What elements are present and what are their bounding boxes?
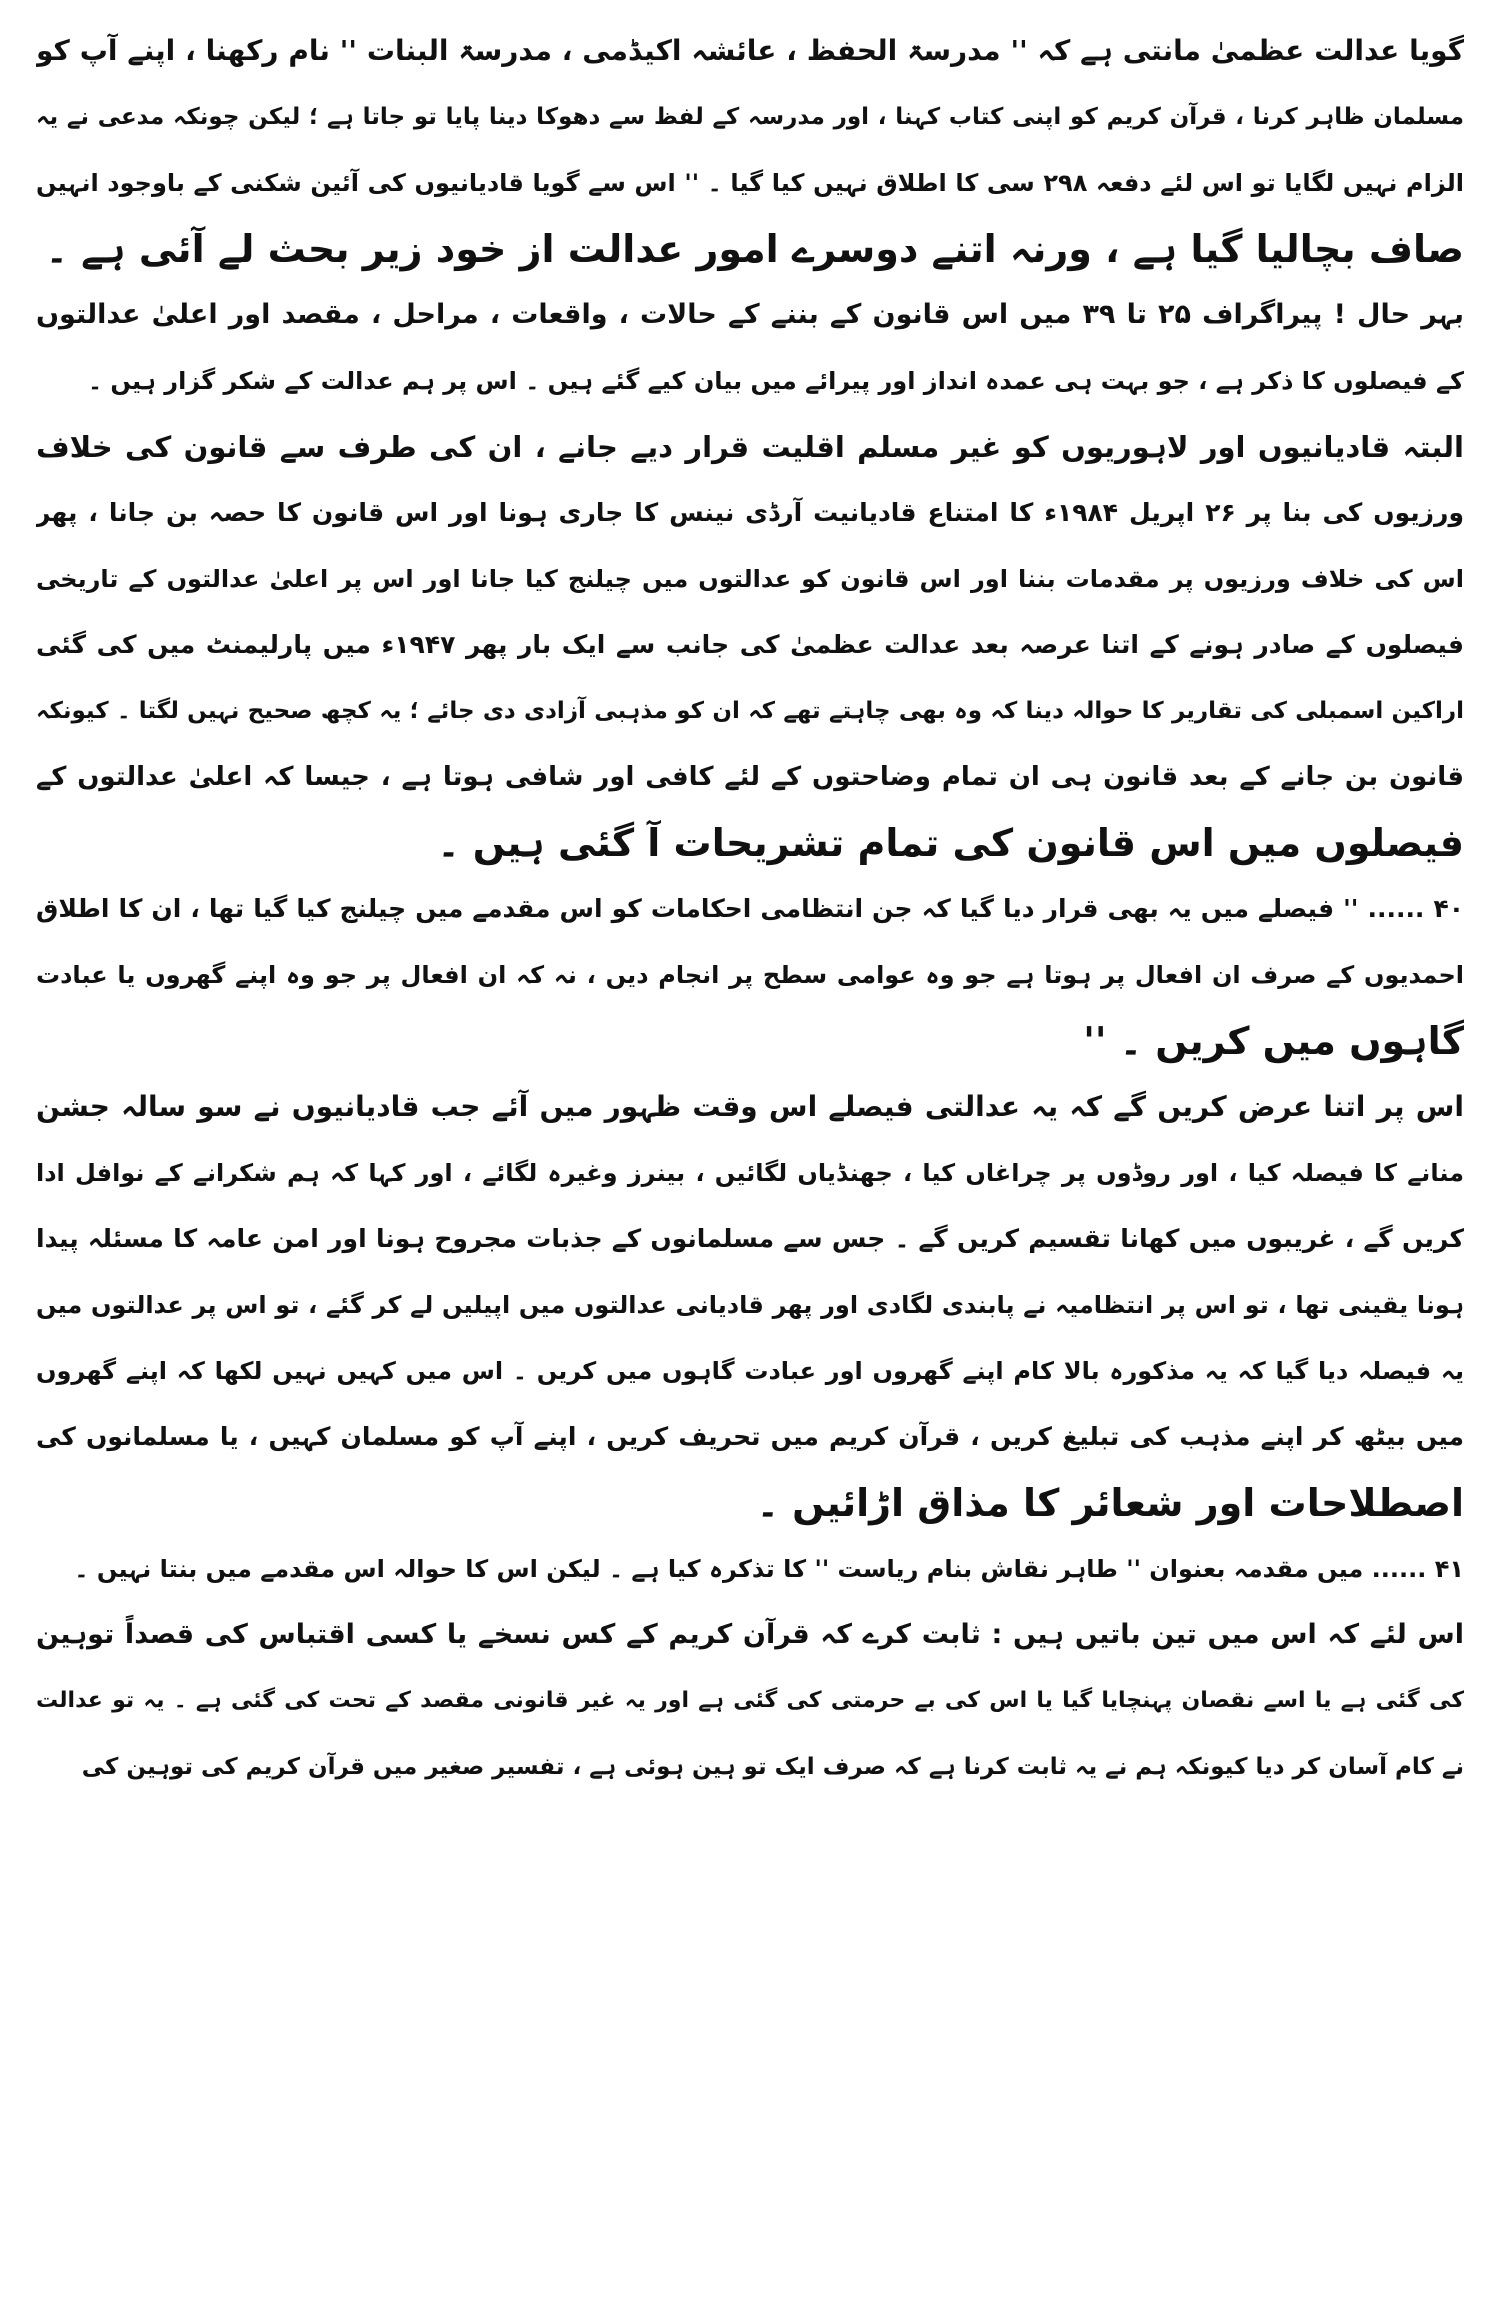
text-line: ۴۱ ...... میں مقدمہ بعنوان '' طاہر نقاش بنام ریاست '' کا تذکرہ کیا ہے ۔ لیکن اس کا حوالہ اس مقدمے میں بنتا نہیں ۔ [74, 1555, 1464, 1583]
text-line: اس پر اتنا عرض کریں گے کہ یہ عدالتی فیصلے اس وقت ظہور میں آئے جب قادیانیوں نے سو سالہ جشن [36, 1090, 1464, 1123]
text-line: یہ فیصلہ دیا گیا کہ یہ مذکورہ بالا کام اپنے گھروں اور عبادت گاہوں میں کریں ۔ اس میں کہیں نہیں لکھا کہ اپنے گھروں [36, 1357, 1464, 1385]
text-line: ۴۰ ...... '' فیصلے میں یہ بھی قرار دیا گیا کہ جن انتظامی احکامات کو اس مقدمے میں چیلنج کیا گیا تھا ، ان کا اطلاق [36, 894, 1464, 923]
text-line: فیصلوں کے صادر ہونے کے اتنا عرصہ بعد عدالت عظمیٰ کی جانب سے ایک بار پھر ۱۹۴۷ء میں پارلیمنٹ میں کی گئی [36, 630, 1464, 659]
text-line: گویا عدالت عظمیٰ مانتی ہے کہ '' مدرسۃ الحفظ ، عائشہ اکیڈمی ، مدرسۃ البنات '' نام رکھنا ، اپنے آپ کو [36, 34, 1464, 67]
text-line: مسلمان ظاہر کرنا ، قرآن کریم کو اپنی کتاب کہنا ، اور مدرسہ کے لفظ سے دھوکا دینا پایا تو جاتا ہے ؛ لیکن چونکہ مدعی نے یہ [36, 104, 1464, 130]
text-line: منانے کا فیصلہ کیا ، اور روڈوں پر چراغاں کیا ، جھنڈیاں لگائیں ، بینرز وغیرہ لگائے ، اور کہا کہ ہم شکرانے کے نوافل ادا [36, 1159, 1464, 1187]
text-line: اصطلاحات اور شعائر کا مذاق اڑائیں ۔ [756, 1481, 1464, 1525]
text-line: گاہوں میں کریں ۔ '' [1083, 1019, 1464, 1063]
text-line: نے کام آسان کر دیا کیونکہ ہم نے یہ ثابت کرنا ہے کہ صرف ایک تو ہین ہوئی ہے ، تفسیر صغیر میں قرآن کریم کی توہین کی [81, 1754, 1464, 1780]
paragraph-bahar-hal [36, 282, 1464, 414]
text-line: البتہ قادیانیوں اور لاہوریوں کو غیر مسلم اقلیت قرار دیے جانے ، ان کی طرف سے قانون کی خلاف [36, 430, 1464, 464]
text-line: اس لئے کہ اس میں تین باتیں ہیں : ثابت کرے کہ قرآن کریم کے کس نسخے یا کسی اقتباس کی قصداً توہین [36, 1619, 1464, 1650]
text-line: فیصلوں میں اس قانون کی تمام تشریحات آ گئی ہیں ۔ [437, 821, 1464, 865]
paragraph-para-41 [36, 1536, 1464, 1602]
text-line: میں بیٹھ کر اپنے مذہب کی تبلیغ کریں ، قرآن کریم میں تحریف کریں ، اپنے آپ کو مسلمان کہیں ، یا مسلمانوں کی [36, 1422, 1464, 1451]
text-line: کی گئی ہے یا اسے نقصان پہنچایا گیا یا اس کی بے حرمتی کی گئی ہے اور یہ غیر قانونی مقصد کے تحت کی گئی ہے ۔ یہ تو عدالت [36, 1688, 1464, 1713]
text-line: کے فیصلوں کا ذکر ہے ، جو بہت ہی عمدہ انداز اور پیرائے میں بیان کیے گئے ہیں ۔ اس پر ہم عدالت کے شکر گزار ہیں ۔ [88, 367, 1464, 395]
text-line: کریں گے ، غریبوں میں کھانا تقسیم کریں گے ۔ جس سے مسلمانوں کے جذبات مجروح ہونا اور امن عامہ کا مسئلہ پیدا [36, 1224, 1464, 1253]
text-line: اراکین اسمبلی کی تقاریر کا حوالہ دینا کہ وہ بھی چاہتے تھے کہ ان کو مذہبی آزادی دی جائے ؛ یہ کچھ صحیح نہیں لگتا ۔ کیونکہ [36, 698, 1464, 724]
paragraph-para-40 [36, 876, 1464, 1074]
text-line: قانون بن جانے کے بعد قانون ہی ان تمام وضاحتوں کے لئے کافی اور شافی ہوتا ہے ، جیسا کہ اعلیٰ عدالتوں کے [36, 762, 1464, 792]
text-line: احمدیوں کے صرف ان افعال پر ہوتا ہے جو وہ عوامی سطح پر انجام دیں ، نہ کہ ان افعال پر جو وہ اپنے گھروں یا عبادت [36, 961, 1464, 989]
text-line: اس کی خلاف ورزیوں پر مقدمات بننا اور اس قانون کو عدالتوں میں چیلنج کیا جانا اور اس پر اعلیٰ عدالتوں کے تاریخی [36, 565, 1464, 593]
text-line: ہونا یقینی تھا ، تو اس پر انتظامیہ نے پابندی لگادی اور پھر قادیانی عدالتوں میں اپیلیں لے کر گئے ، تو اس پر عدالتوں میں [36, 1291, 1464, 1319]
paragraph-is-par [36, 1074, 1464, 1536]
paragraph-albatta [36, 414, 1464, 876]
text-line: الزام نہیں لگایا تو اس لئے دفعہ ۲۹۸ سی کا اطلاق نہیں کیا گیا ۔ '' اس سے گویا قادیانیوں کی آئین شکنی کے باوجود انہیں [36, 169, 1464, 197]
paragraph-continuation [36, 18, 1464, 282]
text-line: ورزیوں کی بنا پر ۲۶ اپریل ۱۹۸۴ء کا امتناع قادیانیت آرڈی نینس کا جاری ہونا اور اس قانون کا حصہ بن جانا ، پھر [36, 498, 1464, 527]
text-line: صاف بچالیا گیا ہے ، ورنہ اتنے دوسرے امور عدالت از خود زیر بحث لے آئی ہے ۔ [45, 227, 1464, 271]
paragraph-is-liye [36, 1602, 1464, 1800]
text-line: بہر حال ! پیراگراف ۲۵ تا ۳۹ میں اس قانون کے بننے کے حالات ، واقعات ، مراحل ، مقصد اور اعلیٰ عدالتوں [36, 299, 1464, 330]
